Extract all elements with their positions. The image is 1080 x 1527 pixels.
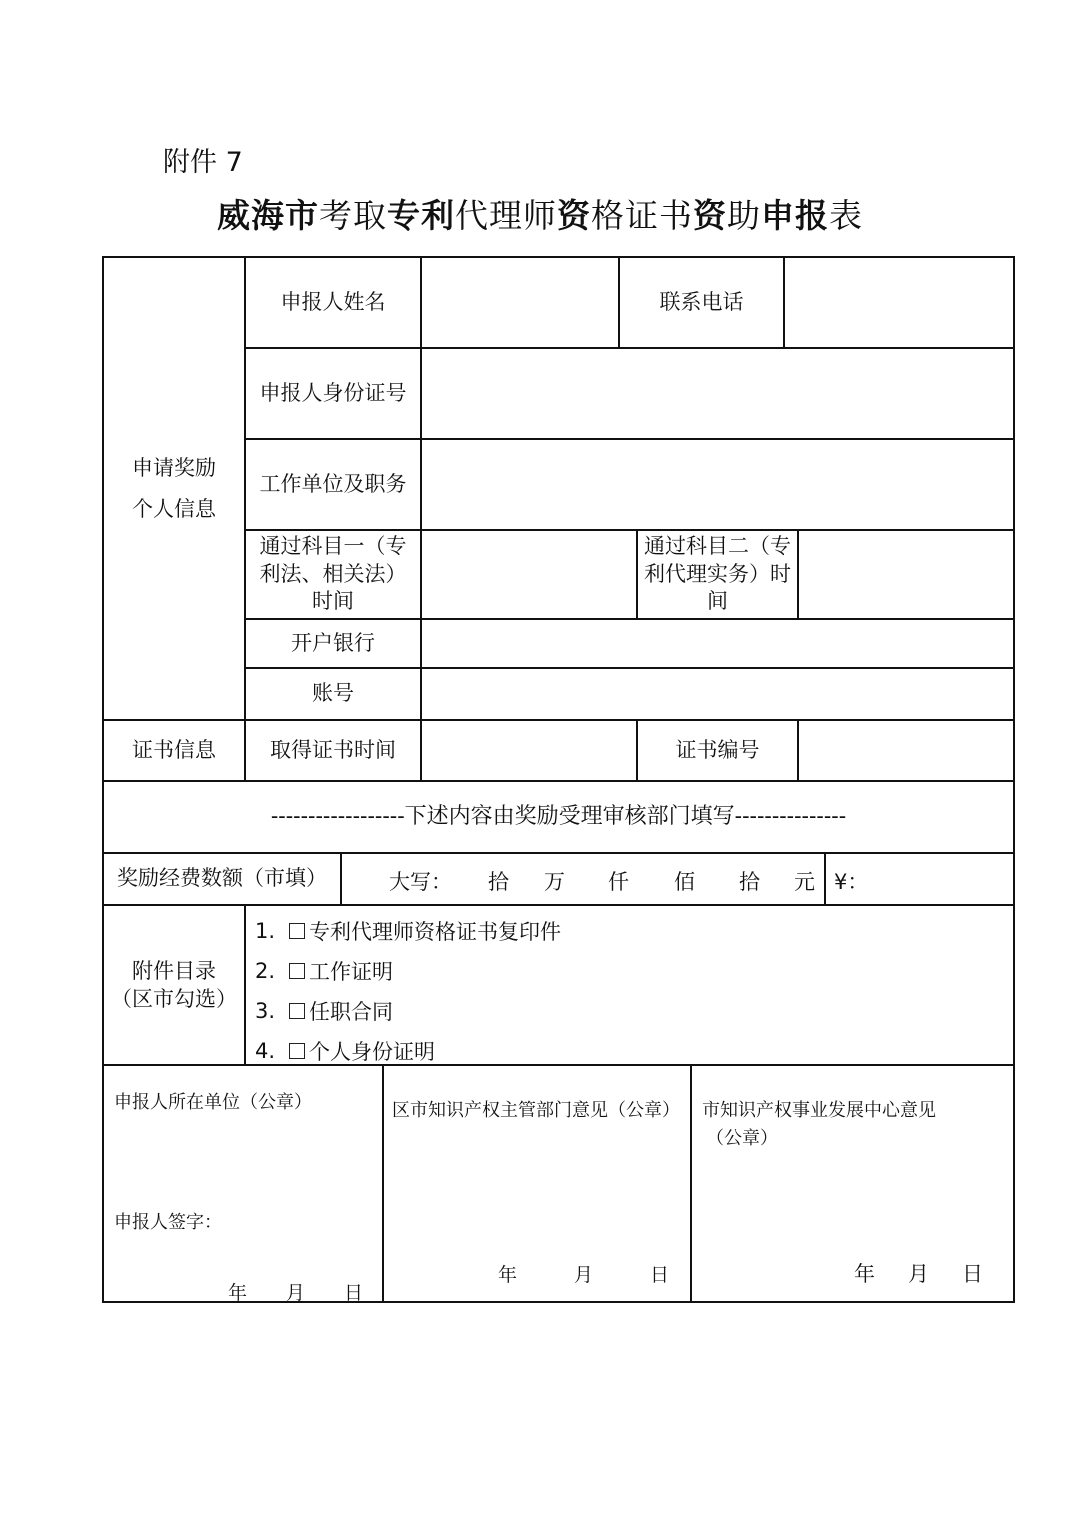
attachment-item — [255, 916, 561, 946]
attachment-text: 专利代理师资格证书复印件 — [309, 920, 561, 944]
unit-shi-wan: 拾 — [488, 870, 509, 894]
applicant-name-field[interactable] — [422, 258, 618, 347]
attachment-number: 3. — [255, 999, 276, 1023]
phone-label: 联系电话 — [659, 289, 744, 314]
unit-bai: 佰 — [674, 870, 695, 894]
unit-wan: 万 — [544, 870, 565, 894]
review-divider-text: ------------------下述内容由奖励受理审核部门填写--------------- — [270, 804, 847, 830]
id-number-label: 申报人身份证号 — [259, 380, 407, 405]
subject2-date-field[interactable] — [799, 531, 1013, 618]
city-opinion-label-line2: （公章） — [706, 1128, 778, 1149]
cert-date-label: 取得证书时间 — [270, 737, 396, 762]
city-opinion-label-line1: 市知识产权事业发展中心意见 — [702, 1100, 936, 1121]
attachments-label-line: 附件目录 — [132, 958, 216, 983]
account-label: 账号 — [312, 681, 354, 706]
employer-label: 工作单位及职务 — [259, 471, 407, 496]
district-opinion-box[interactable] — [384, 1066, 690, 1301]
unit-seal-label: 申报人所在单位（公章） — [114, 1092, 312, 1113]
unit-seal-box[interactable] — [104, 1066, 382, 1304]
checkbox[interactable] — [289, 1003, 305, 1019]
subject1-label — [246, 531, 420, 618]
attachment-text: 工作证明 — [309, 960, 393, 984]
title-part: 代理师 — [455, 196, 557, 235]
employer-field[interactable] — [422, 440, 1013, 529]
award-amount-label: 奖励经费数额（市填） — [117, 866, 327, 891]
date-day: 日 — [650, 1264, 670, 1286]
attachment-item — [255, 1036, 435, 1066]
phone-field[interactable] — [785, 258, 1013, 347]
cert-number-label: 证书编号 — [675, 737, 760, 762]
title-part: 专利 — [387, 196, 455, 235]
title-part: 威海市 — [217, 196, 319, 235]
subject1-label-line: 时间 — [312, 589, 354, 614]
title-part: 资 — [693, 196, 727, 235]
attachment-item — [255, 956, 393, 986]
cert-date-field[interactable] — [422, 721, 636, 780]
date-month: 月 — [908, 1262, 929, 1286]
applicant-name-label: 申报人姓名 — [280, 289, 386, 314]
date-month: 月 — [574, 1264, 594, 1286]
title-part: 助 — [727, 196, 761, 235]
attachment-number: 2. — [255, 959, 276, 983]
subject2-label-line: 利代理实务）时 — [644, 561, 791, 586]
attachments-label-line: （区市勾选） — [111, 987, 237, 1011]
subject2-label — [638, 531, 797, 618]
subject1-date-field[interactable] — [422, 531, 636, 618]
date-day: 日 — [962, 1262, 983, 1286]
attachment-number: 1. — [255, 919, 276, 943]
district-opinion-label: 区市知识产权主管部门意见（公章） — [392, 1100, 680, 1121]
attachments-label — [104, 906, 244, 1064]
date-year: 年 — [228, 1282, 248, 1304]
capital-label: 大写： — [389, 870, 452, 894]
attachment-label: 附件 7 — [163, 147, 243, 178]
subject1-label-line: 通过科目一（专 — [259, 533, 407, 558]
title-part: 格证书 — [591, 196, 693, 235]
title-part: 资 — [557, 196, 591, 235]
award-amount-capital-field[interactable] — [342, 854, 824, 904]
checkbox[interactable] — [289, 963, 305, 979]
title-part: 申报 — [761, 196, 829, 235]
attachment-item — [255, 996, 393, 1026]
date-year: 年 — [498, 1264, 518, 1286]
date-year: 年 — [854, 1262, 875, 1286]
award-amount-number-field[interactable] — [826, 854, 1013, 904]
title-part: 表 — [829, 196, 863, 235]
attachment-text: 任职合同 — [309, 1000, 393, 1024]
unit-shi: 拾 — [739, 870, 760, 894]
subject2-label-line: 通过科目二（专 — [644, 533, 791, 558]
id-number-field[interactable] — [422, 349, 1013, 438]
yuan-symbol: ¥： — [834, 870, 869, 894]
section-personal-line: 个人信息 — [132, 496, 216, 521]
unit-qian: 仟 — [608, 870, 629, 894]
form-title — [0, 190, 1080, 237]
signature-label: 申报人签字： — [114, 1212, 222, 1233]
attachment-text: 个人身份证明 — [309, 1040, 435, 1064]
date-month: 月 — [286, 1282, 306, 1304]
bank-field[interactable] — [422, 620, 1013, 667]
subject1-label-line: 利法、相关法） — [259, 561, 407, 586]
section-personal-line: 申请奖励 — [132, 455, 216, 480]
cert-number-field[interactable] — [799, 721, 1013, 780]
unit-yuan: 元 — [794, 870, 815, 894]
account-field[interactable] — [422, 669, 1013, 719]
section-personal-label — [104, 258, 244, 719]
title-part: 考取 — [319, 196, 387, 235]
subject2-label-line: 间 — [707, 589, 728, 614]
checkbox[interactable] — [289, 1043, 305, 1059]
attachment-number: 4. — [255, 1039, 276, 1063]
city-opinion-box[interactable] — [692, 1066, 1013, 1301]
checkbox[interactable] — [289, 923, 305, 939]
bank-label: 开户银行 — [291, 630, 375, 655]
section-cert-label: 证书信息 — [132, 737, 216, 762]
date-day: 日 — [344, 1282, 364, 1304]
